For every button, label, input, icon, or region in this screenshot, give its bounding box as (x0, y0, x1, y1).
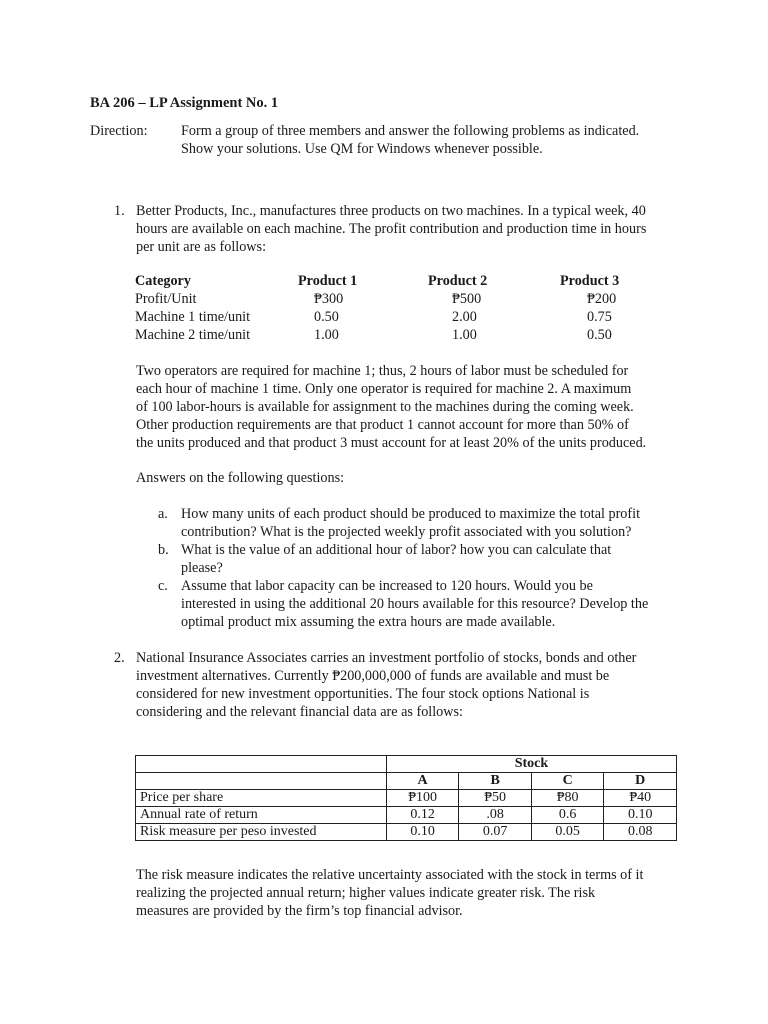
problem-2-intro (136, 649, 680, 721)
problem-1-paragraph (136, 362, 680, 452)
question-b-text (181, 541, 681, 577)
direction-line: Form a group of three members and answer the following problems as indicated. (181, 123, 640, 139)
table-cell: 2.00 (452, 309, 477, 325)
closing-line: realizing the projected annual return; higher values indicate greater risk. The risk (136, 885, 596, 901)
table-cell: 1.00 (314, 327, 339, 343)
question-line: What is the value of an additional hour of labor? how you can calculate that (181, 542, 612, 558)
table-cell: 0.05 (531, 824, 604, 841)
direction-line: Show your solutions. Use QM for Windows whenever possible. (181, 141, 543, 157)
intro-line: investment alternatives. Currently ₱200,000,000 of funds are available and must be (136, 668, 610, 684)
header-cell: Category (135, 273, 191, 289)
para-line: of 100 labor-hours is available for assignment to the machines during the coming week. (136, 399, 634, 415)
stock-group-header: Stock (386, 756, 676, 773)
header-cell: Product 2 (428, 273, 488, 289)
table-cell: 0.08 (604, 824, 677, 841)
product-table-header (135, 272, 675, 290)
question-line: optimal product mix assuming the extra hours are made available. (181, 614, 556, 630)
intro-line: considered for new investment opportunities. The four stock options National is (136, 686, 590, 702)
table-cell: 0.50 (587, 327, 612, 343)
answers-heading: Answers on the following questions: (136, 470, 345, 486)
empty-cell (136, 773, 387, 790)
intro-line: National Insurance Associates carries an investment portfolio of stocks, bonds and other (136, 650, 637, 666)
column-header: C (531, 773, 604, 790)
row-label: Price per share (136, 790, 387, 807)
table-cell: 0.10 (604, 807, 677, 824)
table-cell: ₱50 (459, 790, 532, 807)
row-label: Annual rate of return (136, 807, 387, 824)
table-cell: ₱500 (452, 291, 482, 307)
table-cell: ₱300 (314, 291, 344, 307)
column-header: A (386, 773, 459, 790)
question-a-letter: a. (158, 506, 168, 522)
intro-line: per unit are as follows: (136, 239, 267, 255)
table-cell: 0.75 (587, 309, 612, 325)
table-row (136, 824, 677, 841)
table-cell: ₱100 (386, 790, 459, 807)
row-label: Profit/Unit (135, 291, 197, 307)
table-row (135, 290, 675, 308)
table-cell: ₱200 (587, 291, 617, 307)
column-header: D (604, 773, 677, 790)
table-row (136, 790, 677, 807)
direction-text (181, 122, 681, 158)
para-line: the units produced and that product 3 must account for at least 20% of the units produced. (136, 435, 647, 451)
header-cell: Product 1 (298, 273, 358, 289)
table-row (135, 326, 675, 344)
direction-label: Direction: (90, 123, 148, 139)
closing-line: The risk measure indicates the relative uncertainty associated with the stock in terms of it (136, 867, 644, 883)
intro-line: hours are available on each machine. The profit contribution and production time in hours (136, 221, 647, 237)
question-c-text (181, 577, 681, 631)
question-c-letter: c. (158, 578, 168, 594)
closing-line: measures are provided by the firm’s top financial advisor. (136, 903, 463, 919)
header-cell: Product 3 (560, 273, 620, 289)
table-cell: ₱40 (604, 790, 677, 807)
table-cell: 0.6 (531, 807, 604, 824)
intro-line: Better Products, Inc., manufactures three products on two machines. In a typical week, 40 (136, 203, 646, 219)
table-cell: 0.07 (459, 824, 532, 841)
para-line: Other production requirements are that product 1 cannot account for more than 50% of (136, 417, 629, 433)
column-header: B (459, 773, 532, 790)
table-cell: ₱80 (531, 790, 604, 807)
row-label: Machine 2 time/unit (135, 327, 251, 343)
table-cell: 0.10 (386, 824, 459, 841)
table-cell: 1.00 (452, 327, 477, 343)
empty-cell (136, 756, 387, 773)
product-table (135, 272, 675, 344)
question-line: contribution? What is the projected weekly profit associated with you solution? (181, 524, 632, 540)
problem-2-closing (136, 866, 680, 920)
table-cell: 0.50 (314, 309, 339, 325)
stock-table (135, 755, 677, 841)
question-line: Assume that labor capacity can be increased to 120 hours. Would you be (181, 578, 593, 594)
table-row (135, 308, 675, 326)
table-cell: 0.12 (386, 807, 459, 824)
intro-line: considering and the relevant financial data are as follows: (136, 704, 463, 720)
problem-1-intro (136, 202, 680, 256)
question-line: please? (181, 560, 223, 576)
question-a-text (181, 505, 681, 541)
row-label: Risk measure per peso invested (136, 824, 387, 841)
stock-column-header-row (136, 773, 677, 790)
para-line: Two operators are required for machine 1; thus, 2 hours of labor must be scheduled for (136, 363, 629, 379)
question-line: interested in using the additional 20 hours available for this resource? Develop the (181, 596, 649, 612)
table-row (136, 807, 677, 824)
row-label: Machine 1 time/unit (135, 309, 251, 325)
problem-2-number: 2. (114, 650, 125, 666)
table-cell: .08 (459, 807, 532, 824)
document-title: BA 206 – LP Assignment No. 1 (90, 95, 279, 111)
stock-group-header-row (136, 756, 677, 773)
question-line: How many units of each product should be produced to maximize the total profit (181, 506, 641, 522)
question-b-letter: b. (158, 542, 169, 558)
problem-1-number: 1. (114, 203, 125, 219)
para-line: each hour of machine 1 time. Only one operator is required for machine 2. A maximum (136, 381, 632, 397)
